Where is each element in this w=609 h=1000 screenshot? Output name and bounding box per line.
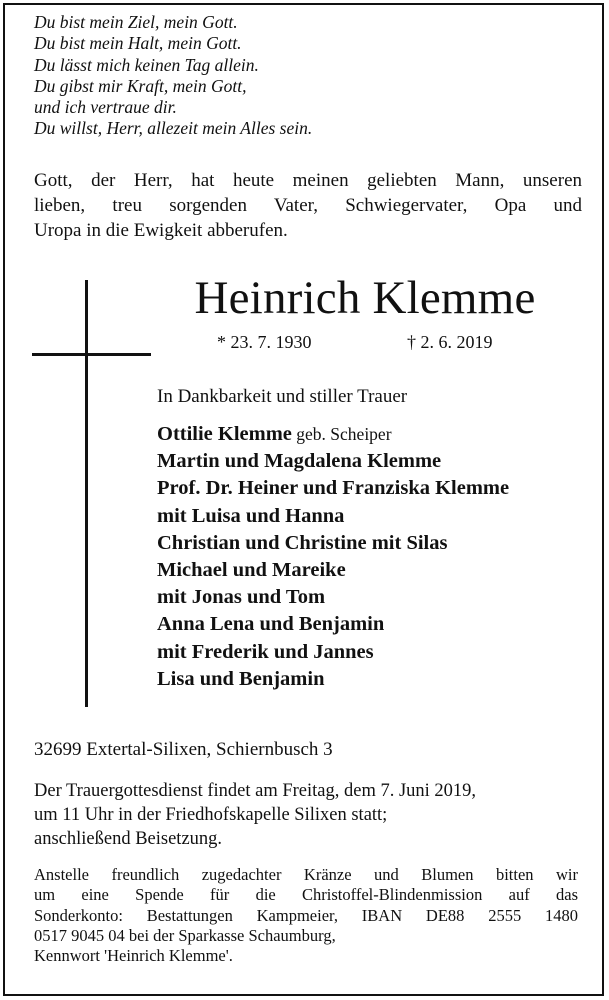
poem-line: Du bist mein Halt, mein Gott. [34, 33, 242, 54]
poem-line: und ich vertraue dir. [34, 97, 177, 118]
intro-line: lieben, treu sorgenden Vater, Schwiegervater, Opa und [34, 195, 582, 216]
donation-info [34, 865, 578, 966]
cross-icon-horizontal [32, 353, 151, 356]
intro-line: Uropa in die Ewigkeit abberufen. [34, 220, 288, 241]
donation-line: um eine Spende für die Christoffel-Blindenmission auf das [34, 885, 578, 905]
family-line: mit Frederik und Jannes [157, 640, 374, 663]
poem-line: Du bist mein Ziel, mein Gott. [34, 12, 238, 32]
intro-line: Gott, der Herr, hat heute meinen geliebten Mann, unseren [34, 170, 582, 191]
donation-line: Sonderkonto: Bestattungen Kampmeier, IBAN DE88 2555 1480 [34, 905, 578, 925]
donation-line: Anstelle freundlich zugedachter Kränze und Blumen bitten wir [34, 865, 578, 884]
poem-line: Du gibst mir Kraft, mein Gott, [34, 75, 247, 96]
family-line: Prof. Dr. Heiner und Franziska Klemme [157, 477, 510, 500]
family-line: Christian und Christine mit Silas [157, 531, 448, 554]
family-line: Lisa und Benjamin [157, 667, 325, 690]
poem [34, 12, 312, 140]
family-line [157, 421, 509, 448]
cross-icon-vertical [85, 280, 88, 707]
intro-text [34, 168, 582, 243]
service-line: um 11 Uhr in der Friedhofskapelle Silixen statt; [34, 805, 388, 825]
deceased-name: Heinrich Klemme [194, 272, 536, 324]
service-line: Der Trauergottesdienst findet am Freitag, dem 7. Juni 2019, [34, 781, 477, 801]
address: 32699 Extertal-Silixen, Schiernbusch 3 [34, 739, 333, 760]
donation-line: Kennwort 'Heinrich Klemme'. [34, 946, 233, 966]
poem-line: Du willst, Herr, allezeit mein Alles sein. [34, 118, 313, 139]
family-list [157, 421, 509, 693]
death-date: † 2. 6. 2019 [407, 332, 493, 352]
service-info [34, 779, 476, 851]
donation-line: 0517 9045 04 bei der Sparkasse Schaumburg, [34, 925, 336, 945]
family-name-bold: Ottilie Klemme [157, 423, 292, 445]
family-line: Anna Lena und Benjamin [157, 613, 385, 636]
service-line: anschließend Beisetzung. [34, 829, 223, 849]
family-line: Martin und Magdalena Klemme [157, 450, 442, 473]
family-line: mit Luisa und Hanna [157, 504, 345, 527]
family-line: Michael und Mareike [157, 559, 346, 582]
mourning-line: In Dankbarkeit und stiller Trauer [157, 386, 408, 407]
family-line: mit Jonas und Tom [157, 586, 326, 609]
birth-date: * 23. 7. 1930 [217, 332, 312, 352]
family-maiden-name: geb. Scheiper [291, 424, 392, 444]
poem-line: Du lässt mich keinen Tag allein. [34, 54, 259, 75]
